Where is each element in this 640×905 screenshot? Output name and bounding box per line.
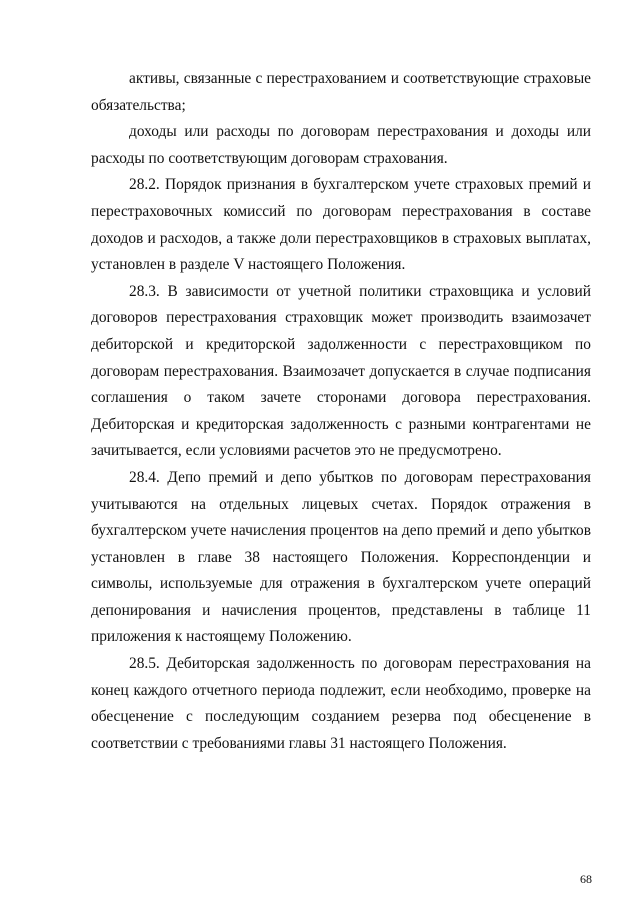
paragraph-28-5: 28.5. Дебиторская задолженность по договорам перестрахования на конец каждого отчетного периода подлежит, если необходимо, проверке на обесценение с последующим созданием резерва под обесценение в соответствии с требованиями главы 31 настоящего Положения. — [91, 655, 591, 752]
paragraph-28-3: 28.3. В зависимости от учетной политики страховщика и условий договоров перестрахования страховщик может производить взаимозачет дебиторской и кредиторской задолженности с перестраховщиком по договорам перестрахования. Взаимозачет допускается в случае подписания соглашения о таком зачете сторонами договора перестрахования. Дебиторская и кредиторская задолженность с разными контрагентами не зачитывается, если условиями расчетов это не предусмотрено. — [91, 282, 591, 460]
paragraph-28-2: 28.2. Порядок признания в бухгалтерском учете страховых премий и перестраховочных комиссий по договорам перестрахования в составе доходов и расходов, а также доли перестраховщиков в страховых выплатах, установлен в разделе V настоящего Положения. — [91, 176, 591, 274]
body-text — [91, 66, 591, 757]
paragraph-28-4: 28.4. Депо премий и депо убытков по договорам перестрахования учитываются на отдельных лицевых счетах. Порядок отражения в бухгалтерском учете начисления процентов на депо премий и депо убытков установлен в главе 38 настоящего Положения. Корреспонденции и символы, используемые для отражения в бухгалтерском учете операций депонирования и начисления процентов, представлены в таблице 11 приложения к настоящему Положению. — [91, 468, 591, 646]
paragraph-income-expenses: доходы или расходы по договорам перестрахования и доходы или расходы по соответствующим договорам страхования. — [91, 123, 591, 167]
paragraph-reinsurance-assets: активы, связанные с перестрахованием и соответствующие страховые обязательства; — [91, 70, 591, 114]
page-number: 68 — [580, 872, 592, 886]
